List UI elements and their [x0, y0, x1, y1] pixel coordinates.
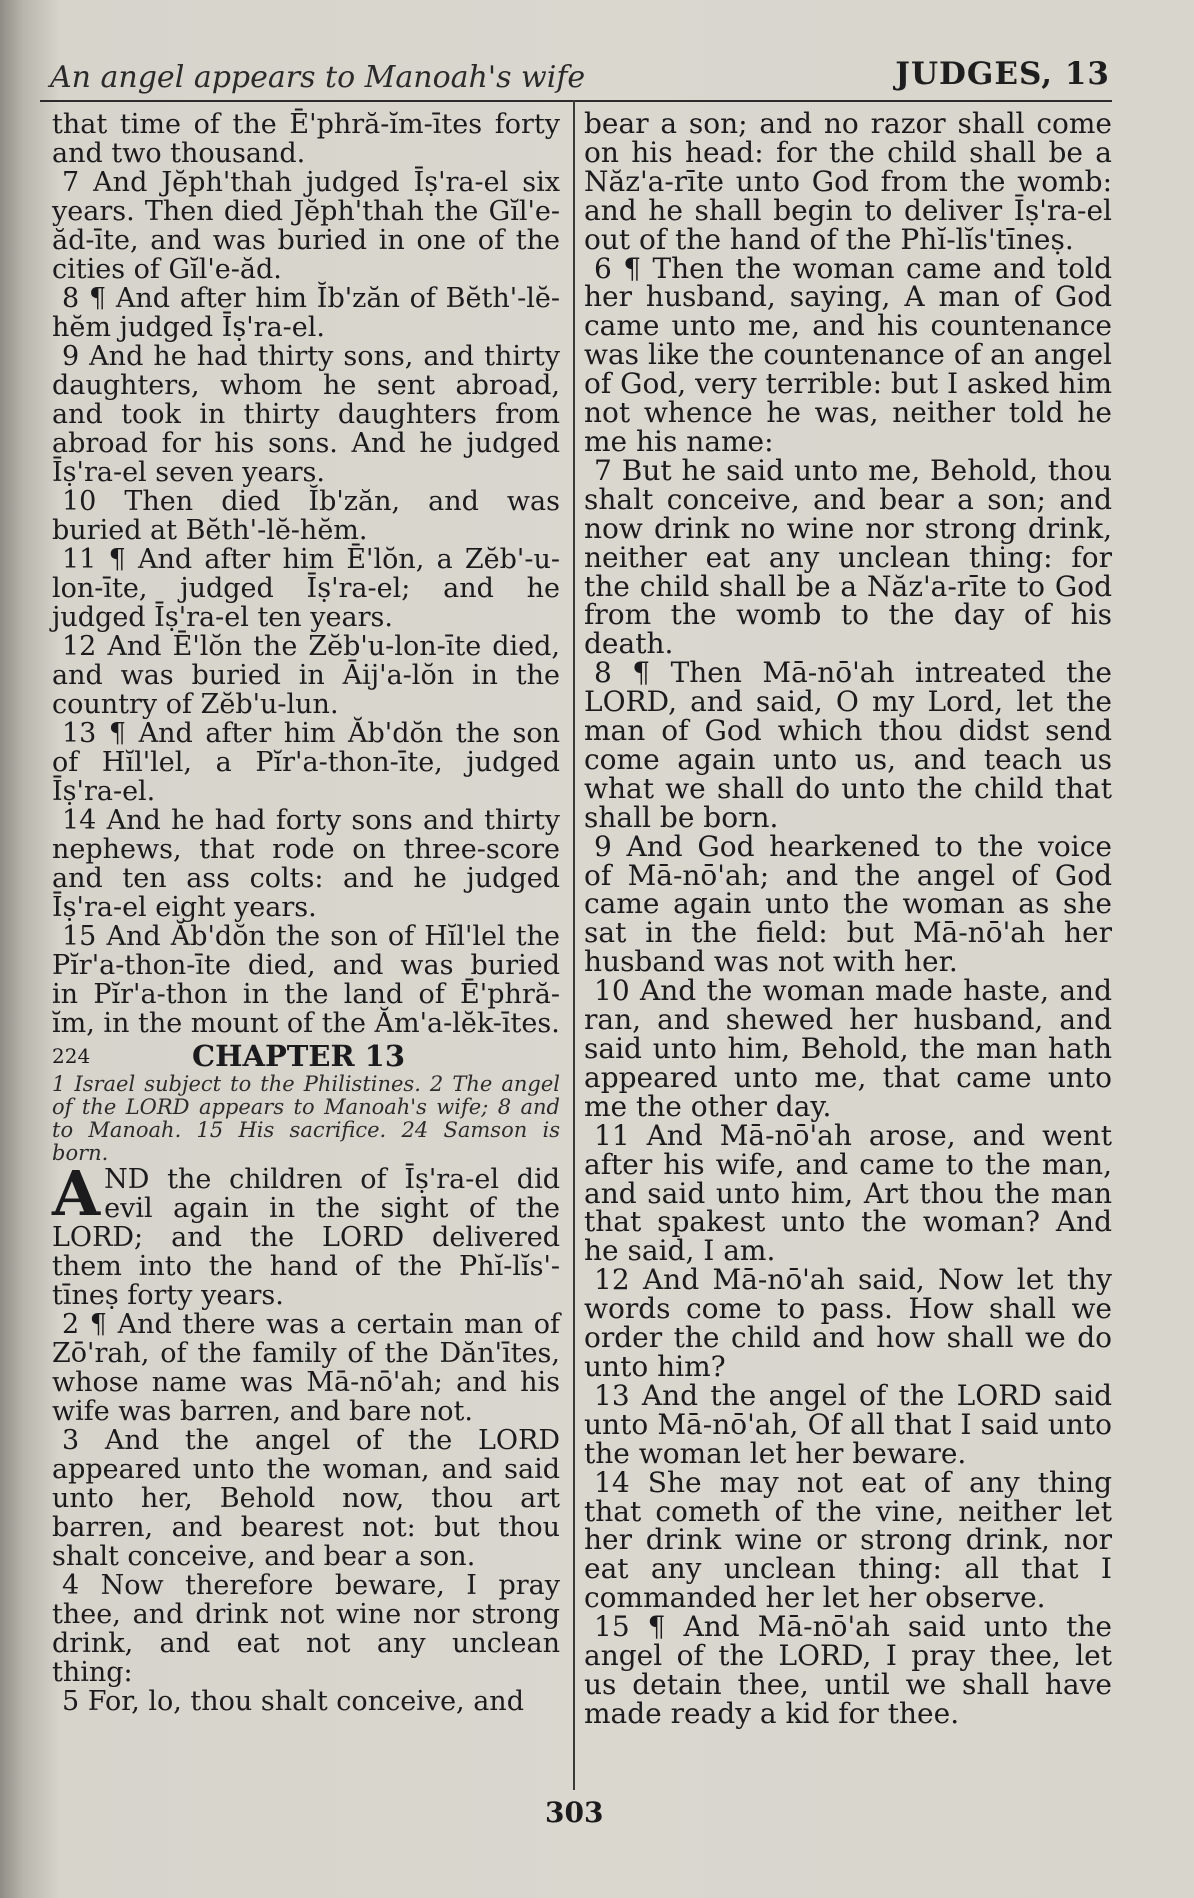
right-column	[584, 107, 1112, 1730]
verse-8: 8 ¶ And after him Ĭb'zăn of Bĕth'-lĕ-hĕm judged Īṣ'ra-el.	[52, 283, 560, 343]
verse-6: 6 ¶ Then the woman came and told her husband, saying, A man of God came unto me, and his countenance was like the countenance of an angel of God, very terrible: but I asked him not whence he was, neither told he me his name:	[584, 251, 1112, 458]
verse-4: 4 Now therefore beware, I pray thee, and drink not wine nor strong drink, and eat not any unclean thing:	[52, 1570, 560, 1688]
header-rule	[40, 100, 1112, 102]
verse-7b: 7 But he said unto me, Behold, thou shalt conceive, and bear a son; and now drink no wine nor strong drink, neither eat any unclean thing: for the child shall be a Năz'a-rīte to God from the womb to the day of his death.	[584, 453, 1112, 661]
verse-2: 2 ¶ And there was a certain man of Zō'rah, of the family of the Dăn'ītes, whose name was Mā-nō'ah; and his wife was barren, and bare not.	[52, 1309, 560, 1427]
page-number: 303	[545, 1796, 604, 1829]
verse-13b: 13 And the angel of the LORD said unto Mā-nō'ah, Of all that I said unto the woman let her beware.	[584, 1378, 1112, 1470]
chapter-summary: 1 Israel subject to the Philistines. 2 The angel of the LORD appears to Manoah's wife; 8 and to Manoah. 15 His sacrifice. 24 Samson is born.	[52, 1072, 560, 1165]
verse-11b: 11 And Mā-nō'ah arose, and went after his wife, and came to the man, and said unto him, Art thou the man that spakest unto the woman? And he said, I am.	[584, 1118, 1112, 1268]
left-column	[52, 110, 560, 1716]
verse-3: 3 And the angel of the LORD appeared unto the woman, and said unto her, Behold now, thou art barren, and bearest not: but thou shalt conceive, and bear a son.	[52, 1425, 560, 1572]
verse-15: 15 And Ăb'dŏn the son of Hĭl'lel the Pĭr'a-thon-īte died, and was buried in Pĭr'a-thon in the land of Ē'phră-ĭm, in the mount of the Ăm'a-lĕk-ītes.	[52, 921, 560, 1039]
verse-15b: 15 ¶ And Mā-nō'ah said unto the angel of the LORD, I pray thee, let us detain thee, until we shall have made ready a kid for thee.	[584, 1610, 1112, 1730]
verse-5: 5 For, lo, thou shalt conceive, and	[62, 1686, 524, 1717]
book-chapter-ref: JUDGES, 13	[895, 56, 1110, 92]
verse-10b: 10 And the woman made haste, and ran, and shewed her husband, and said unto him, Behold, the man hath appeared unto me, that came unto me the other day.	[584, 974, 1112, 1123]
verse-12: 12 And Ē'lŏn the Zĕb'u-lon-īte died, and was buried in Āij'a-lŏn in the country of Zĕb'u-lun.	[52, 631, 560, 720]
verse-1-text: ND the children of Īṣ'ra-el did evil again in the sight of the LORD; and the LORD delivered them into the hand of the Phĭ-lĭs'-tīneṣ forty years.	[52, 1164, 560, 1311]
chapter-heading	[52, 1039, 560, 1073]
verse-7: 7 And Jĕph'thah judged Īṣ'ra-el six years. Then died Jĕph'thah the Gĭl'e-ăd-īte, and was buried in one of the cities of Gĭl'e-ăd.	[52, 167, 560, 285]
verse-5-cont: bear a son; and no razor shall come on his head: for the child shall be a Năz'a-rīte unto God from the womb: and he shall begin to deliver Īṣ'ra-el out of the hand of the Phĭ-lĭs'tīneṣ.	[584, 107, 1112, 256]
verse-text: that time of the Ē'phră-ĭm-ītes forty and two thousand.	[52, 109, 560, 169]
verse-1	[52, 1157, 560, 1311]
verse-14: 14 And he had forty sons and thirty nephews, that rode on three-score and ten ass colts: and he judged Īṣ'ra-el eight years.	[52, 805, 560, 923]
chapter-number-ref: 224	[52, 1044, 91, 1068]
verse-13: 13 ¶ And after him Ăb'dŏn the son of Hĭl'lel, a Pĭr'a-thon-īte, judged Īṣ'ra-el.	[52, 718, 560, 807]
drop-cap: A	[52, 1157, 101, 1230]
verse-9b: 9 And God hearkened to the voice of Mā-nō'ah; and the angel of God came again unto the woman as she sat in the field: but Mā-nō'ah her husband was not with her.	[584, 829, 1112, 979]
verse-8b: 8 ¶ Then Mā-nō'ah intreated the LORD, and said, O my Lord, let the man of God which thou didst send come again unto us, and teach us what we shall do unto the child that shall be born.	[584, 656, 1112, 834]
column-divider	[573, 100, 575, 1790]
page-header	[50, 52, 1110, 102]
running-head: An angel appears to Manoah's wife	[50, 60, 586, 95]
verse-9: 9 And he had thirty sons, and thirty daughters, whom he sent abroad, and took in thirty daughters from abroad for his sons. And he judged Īṣ'ra-el seven years.	[52, 341, 560, 488]
verse-14b: 14 She may not eat of any thing that cometh of the vine, neither let her drink wine or strong drink, nor eat any unclean thing: all that I commanded her let her observe.	[584, 1465, 1112, 1615]
verse-12b: 12 And Mā-nō'ah said, Now let thy words come to pass. How shall we order the child and how shall we do unto him?	[584, 1263, 1112, 1383]
verse-11: 11 ¶ And after him Ē'lŏn, a Zĕb'-u-lon-īte, judged Īṣ'ra-el; and he judged Īṣ'ra-el ten years.	[52, 544, 560, 633]
chapter-title: CHAPTER 13	[192, 1039, 406, 1073]
verse-10: 10 Then died Ĭb'zăn, and was buried at Bĕth'-lĕ-hĕm.	[52, 486, 560, 546]
